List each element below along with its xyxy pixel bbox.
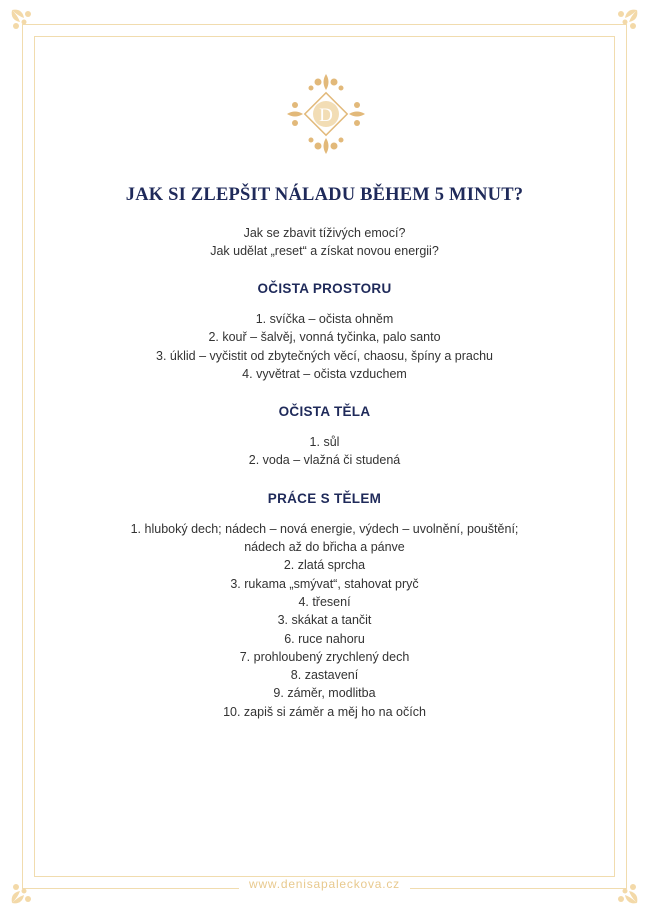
logo-letter: D — [319, 105, 333, 126]
list-item: 3. úklid – vyčistit od zbytečných věcí, chaosu, špíny a prachu — [156, 348, 493, 363]
list-item: 3. skákat a tančit — [277, 613, 372, 628]
list-prace-s-telem — [60, 520, 589, 721]
list-item: 3. rukama „smývat“, stahovat pryč — [230, 576, 419, 591]
list-item: 1. svíčka – očista ohněm — [255, 312, 394, 326]
intro-text — [60, 224, 589, 260]
list-item: 6. ruce nahoru — [284, 631, 365, 646]
list-item: 2. zlatá sprcha — [283, 558, 366, 573]
list-item: 10. zapiš si záměr a měj ho na očích — [223, 704, 426, 719]
page-title: JAK SI ZLEPŠIT NÁLADU BĚHEM 5 MINUT? — [125, 185, 524, 205]
intro-line: Jak se zbavit tíživých emocí? — [243, 226, 406, 240]
list-ocista-tela — [60, 433, 589, 470]
list-item: nádech až do břicha a pánve — [244, 540, 405, 555]
list-item: 7. prohloubený zrychlený dech — [239, 649, 410, 664]
section-heading-prace-s-telem: PRÁCE S TĚLEM — [267, 490, 382, 506]
list-item: 9. záměr, modlitba — [273, 686, 376, 701]
intro-line: Jak udělat „reset“ a získat novou energii? — [210, 244, 439, 258]
main-content — [60, 180, 589, 721]
footer-website-link[interactable]: www.denisapaleckova.cz — [239, 877, 410, 891]
list-item: 2. kouř – šalvěj, vonná tyčinka, palo santo — [208, 330, 441, 345]
list-item: 1. hluboký dech; nádech – nová energie, výdech – uvolnění, pouštění; — [130, 521, 519, 536]
section-heading-ocista-tela: OČISTA TĚLA — [278, 404, 371, 420]
list-item: 8. zastavení — [290, 668, 359, 683]
list-item: 4. třesení — [298, 594, 351, 609]
list-item: 1. sůl — [309, 435, 340, 450]
list-item: 4. vyvětrat – očista vzduchem — [242, 366, 407, 381]
list-ocista-prostoru — [60, 310, 589, 383]
footer — [0, 875, 649, 893]
section-heading-ocista-prostoru: OČISTA PROSTORU — [257, 281, 392, 296]
ornament-logo-icon — [285, 72, 367, 156]
corner-ornament-icon — [8, 6, 42, 40]
list-item: 2. voda – vlažná či studená — [248, 453, 401, 468]
corner-ornament-icon — [607, 6, 641, 40]
